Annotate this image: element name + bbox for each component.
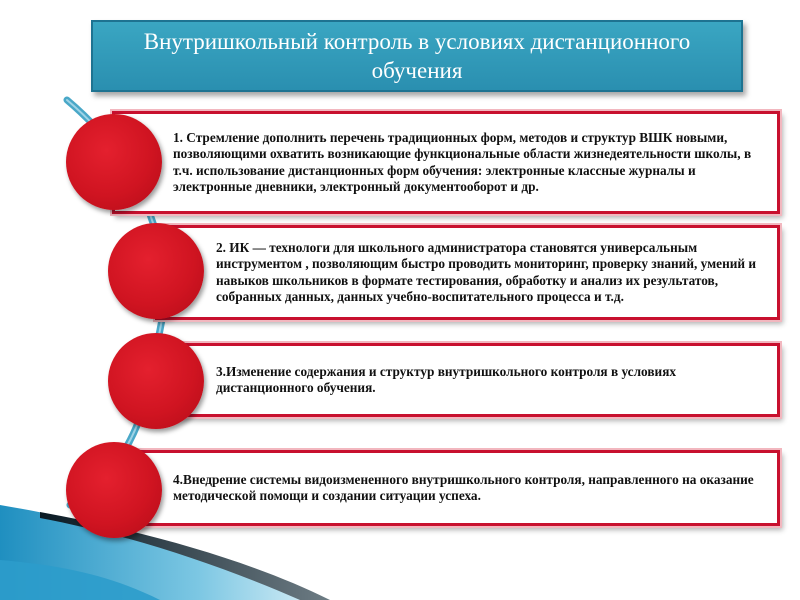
item-text-3: 3.Изменение содержания и структур внутришкольного контроля в условиях дистанционного обучения.: [216, 363, 677, 395]
circle-marker-3: [108, 333, 204, 429]
list-item-3: [155, 343, 780, 417]
item-text-1: 1. Стремление дополнить перечень традиционных форм, методов и структур ВШК новыми, позволяющими охватить возникающие функциональные области жизнедеятельности школы, в т.ч. использование дистанционных форм обучения: электронные классные журналы и электронные дневники, электронный документооборот и др.: [173, 129, 752, 194]
item-text-4: 4.Внедрение системы видоизмененного внутришкольного контроля, направленного на оказание методической помощи и создании ситуации успеха.: [173, 471, 754, 503]
item-text-2: 2. ИК — технологи для школьного администратора становятся универсальным инструментом , позволяющим быстро проводить мониторинг, проверку знаний, умений и навыков школьников в формате тестирования, обработку и анализ их результатов, собранных данных, данных учебно-воспитательного процесса и т.д.: [216, 239, 757, 304]
list-item-2: [155, 225, 780, 320]
title-box: [91, 20, 743, 92]
page-title: Внутришкольный контроль в условиях дистанционного обучения: [143, 29, 691, 83]
list-item-1: [112, 111, 780, 214]
circle-marker-2: [108, 223, 204, 319]
circle-marker-4: [66, 442, 162, 538]
list-item-4: [112, 450, 780, 526]
circle-marker-1: [66, 114, 162, 210]
